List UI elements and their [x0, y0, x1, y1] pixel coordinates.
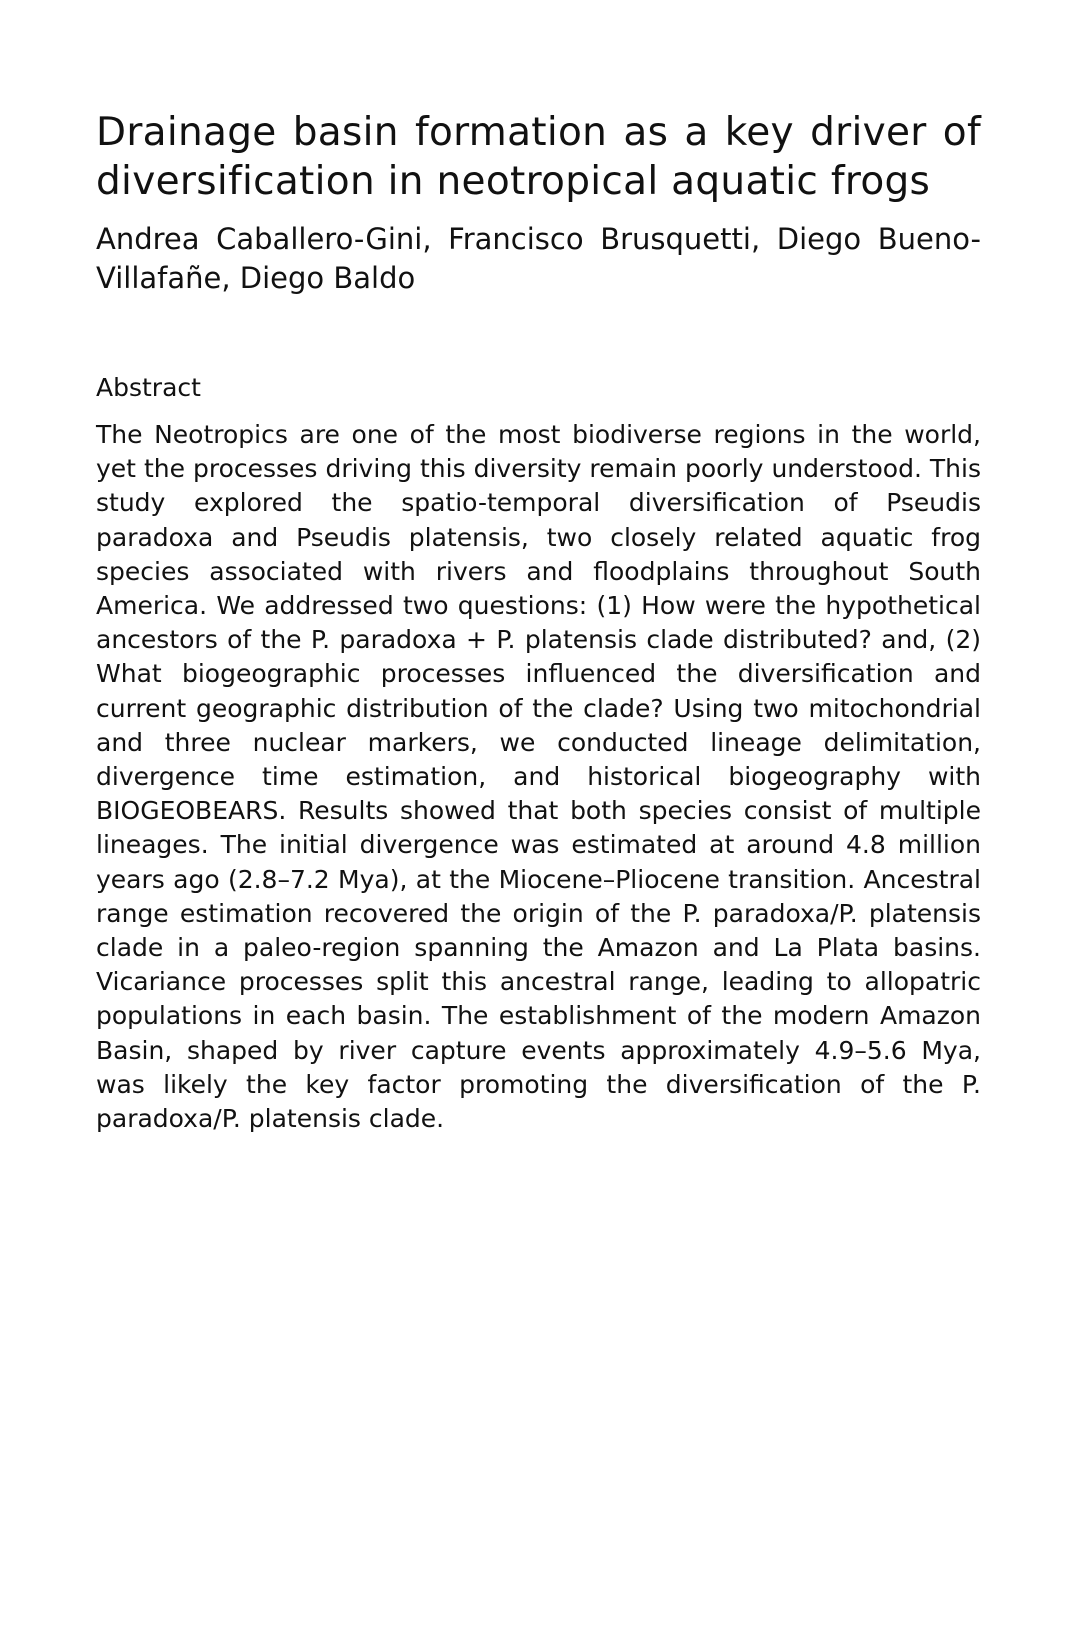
- abstract-heading: Abstract: [96, 373, 201, 402]
- author-list: Andrea Caballero-Gini, Francisco Brusquetti, Diego Bueno-Villafañe, Diego Baldo: [96, 222, 981, 295]
- article-content: [96, 108, 981, 1136]
- abstract-text: The Neotropics are one of the most biodiverse regions in the world, yet the processes driving this diversity remain poorly understood. This study explored the spatio-temporal diversification of Pseudis paradoxa and Pseudis platensis, two closely related aquatic frog species associated with rivers and floodplains throughout South America. We addressed two questions: (1) How were the hypothetical ancestors of the P. paradoxa + P. platensis clade distributed? and, (2) What biogeographic processes influenced the diversification and current geographic distribution of the clade? Using two mitochondrial and three nuclear markers, we conducted lineage delimitation, divergence time estimation, and historical biogeography with BIOGEOBEARS. Results showed that both species consist of multiple lineages. The initial divergence was estimated at around 4.8 million years ago (2.8–7.2 Mya), at the Miocene–Pliocene transition. Ancestral range estimation recovered the origin of the P. paradoxa/P. platensis clade in a paleo-region spanning the Amazon and La Plata basins. Vicariance processes split this ancestral range, leading to allopatric populations in each basin. The establishment of the modern Amazon Basin, shaped by river capture events approximately 4.9–5.6 Mya, was likely the key factor promoting the diversification of the P. paradoxa/P. platensis clade.: [96, 420, 981, 1134]
- paper-title: Drainage basin formation as a key driver of diversification in neotropical aquatic frogs: [96, 110, 981, 204]
